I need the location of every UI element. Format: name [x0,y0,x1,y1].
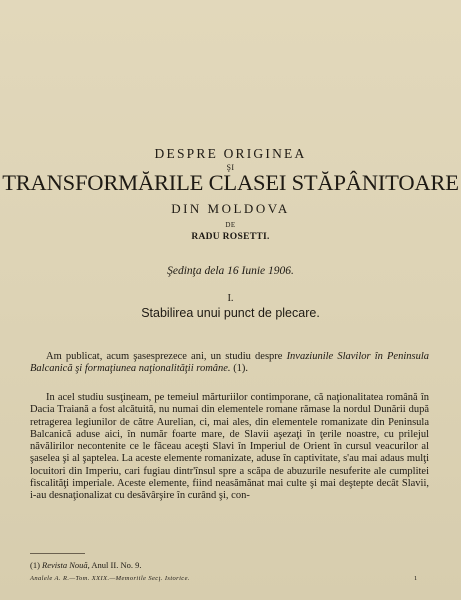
paragraph-1 [30,351,429,376]
paragraph-1-tail: (1). [230,363,249,375]
paragraph-1-lead: Am publicat, acum şasesprezece ani, un studiu despre [46,351,287,362]
footnote-marker: (1) [30,560,43,570]
running-footer: Analele A. R.—Tom. XXIX.—Memoriile Secţ. Istorice. [30,575,190,582]
signature-number: 1 [414,575,418,582]
footnote-rest: , Anul II. No. 9. [87,560,142,570]
title-line-1: DESPRE ORIGINEA [154,146,307,161]
main-title: TRANSFORMĂRILE CLASEI STĂPÂNITOARE [2,170,459,195]
section-title: Stabilirea unui punct de plecare. [141,306,320,320]
footnote-divider [30,553,85,554]
author-preposition: DE [225,221,236,229]
footnote [30,560,141,570]
paragraph-1-italic-title: Invaziunile Slavilor în Peninsula Balcanică şi formaţiunea naţionalităţii române. [30,351,429,375]
title-line-4: DIN MOLDOVA [171,201,290,216]
section-number: I. [227,293,234,304]
paragraph-2: In acel studiu susţineam, pe temeiul mărturiilor contimporane, că naţionalitatea română în Dacia Traiană a fost alcătuită, nu numai din elementele romane rămase la nordul Dunării după retragerea legiunilor de către Aurelian, ci, mai ales, din elementele romanizate din Peninsula Balcanică aduse aici, în număr foarte mare, de Slavii aşezaţi în ţerile noastre, cu prilejul năvălirilor necontenite ce le făceau aceşti Slavi în Imperiul de Orient în cursul veacurilor al şaselea şi al şaptelea. La aceste elemente romanizate, aduse în captivitate, s'au mai adaus mulţi locuitori din Imperiu, cari fugiau dintr'însul spre a scăpa de abuzurile nesuferite ale cumplitei fiscalităţi imperiale. Aceste elemente, fiind neasămănat mai culte şi mai deştepte decât Slavii, i-au desnaţionalizat cu desăvârşire în curând şi, con- [30,392,429,502]
session-date: Şedinţa dela 16 Iunie 1906. [167,265,294,277]
title-conjunction: ŞI [226,163,235,172]
author-name: RADU ROSETTI. [191,232,270,242]
footnote-source: Revista Nouă [42,560,88,570]
